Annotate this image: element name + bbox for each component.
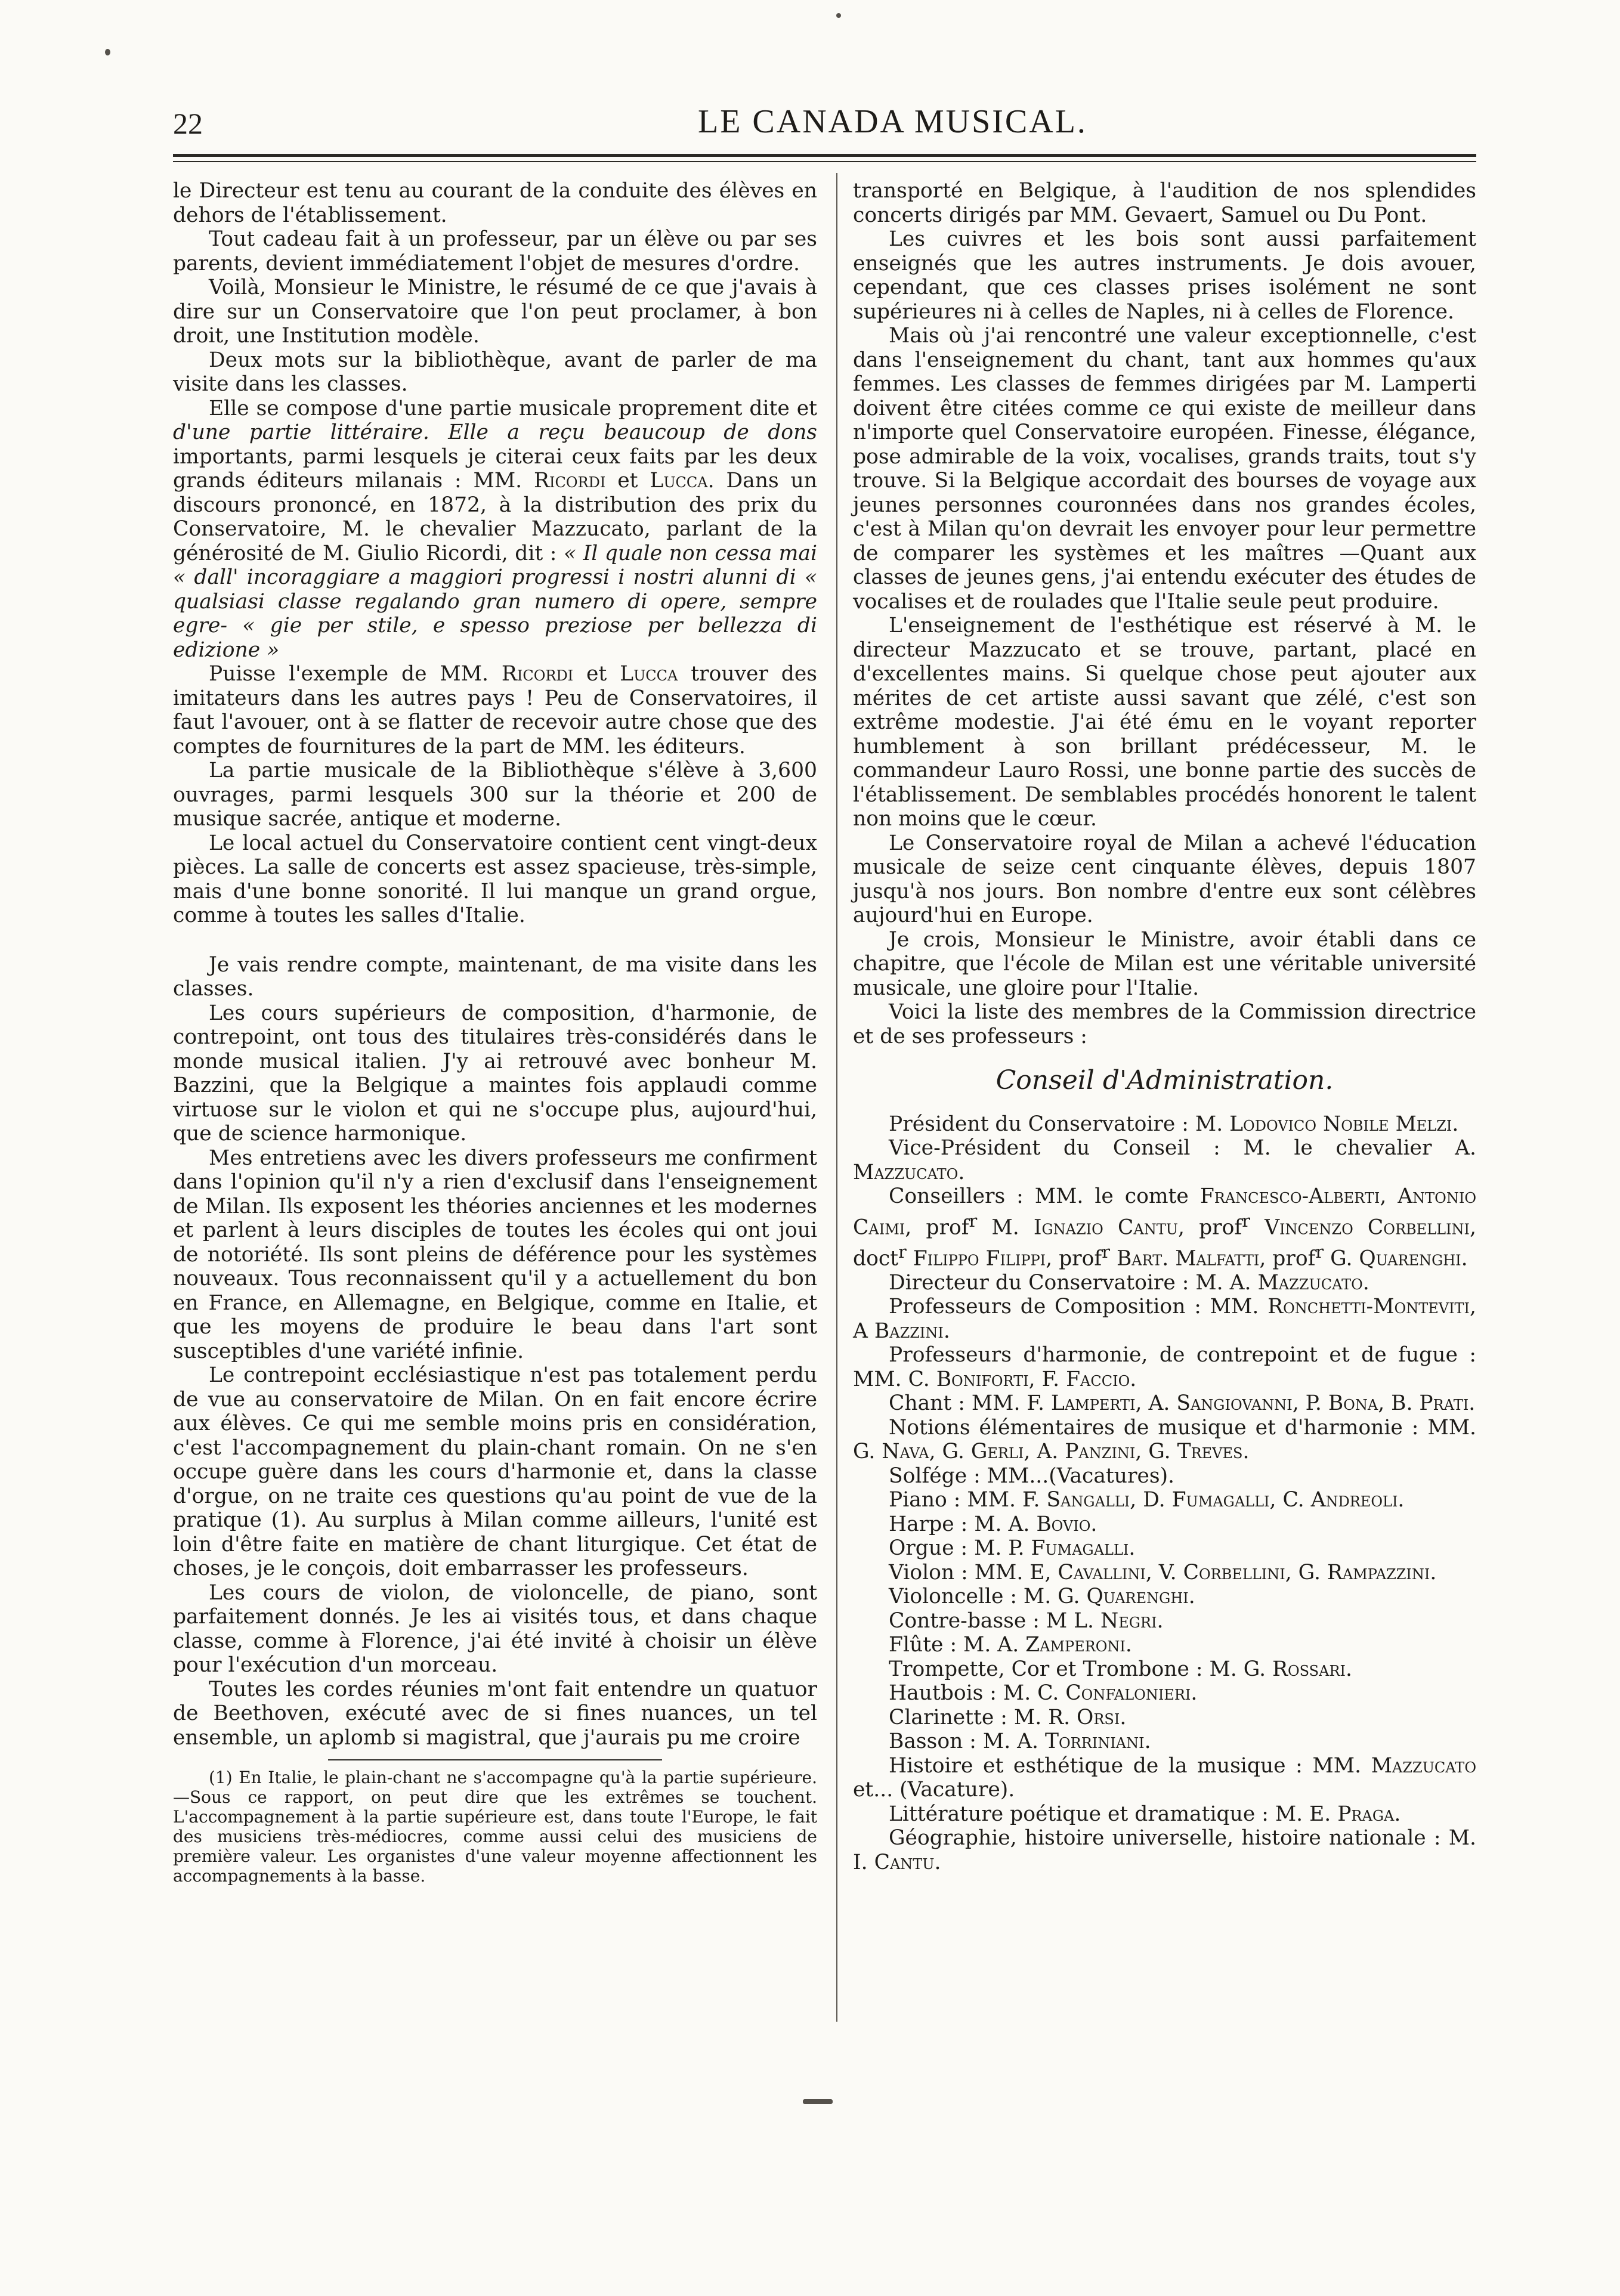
paragraph: Mais où j'ai rencontré une valeur exceptionnelle, c'est dans l'enseignement du chant, tant aux hommes qu'aux femmes. Les classes de femmes dirigées par M. Lamperti doivent être citées comme ce qui existe de meilleur dans n'importe quel Conservatoire européen. Finesse, élégance, pose admirable de la voix, vocalises, grands traits, tout s'y trouve. Si la Belgique accordait des bourses de voyage aux jeunes personnes couronnées dans nos grandes écoles, c'est à Milan qu'on devrait les envoyer pour leur permettre de comparer les systèmes et les maîtres —Quant aux classes de jeunes gens, j'ai entendu exécuter des études de vocalises et de roulades que l'Italie seule peut produire. [853,324,1476,614]
paragraph: Les cuivres et les bois sont aussi parfaitement enseignés que les autres instruments. Je dois avouer, cependant, que ces classes prises isolément ne sont supérieures ni à celles de Naples, ni à celles de Florence. [853,227,1476,324]
italic-text: « Il quale non cessa mai « dall' incoraggiare a maggiori progressi i nostri alunni di « qualsiasi classe regalando gran numero di opere, sempre egre- « gie per stile, e spesso preziose per bellezza di edizione » [173,541,818,662]
text-run: , D. [1130,1488,1172,1512]
text-run: . [1468,1391,1476,1415]
paragraph: Voilà, Monsieur le Ministre, le résumé de ce que j'avais à dire sur un Conservatoire que l'on peut proclamer, à bon droit, une Institution modèle. [173,276,817,348]
paragraph: Les cours supérieurs de composition, d'harmonie, de contrepoint, ont tous des titulaires très-considérés dans le monde musical italien. J'y ai retrouvé avec bonheur M. Bazzini, que la Belgique a maintes fois applaudi comme virtuose sur le violon et qui ne s'occupe plus, aujourd'hui, que de science harmonique. [173,1001,817,1146]
text-run: , B. [1378,1391,1420,1415]
text-run: Histoire et esthétique de la musique : MM. [889,1753,1371,1778]
text-run: . [1125,1633,1132,1657]
text-run: Violoncelle : M. G. [889,1585,1087,1608]
text-run: et... (Vacature). [853,1778,1015,1802]
text-run: Contre-basse : M L. [889,1608,1100,1633]
list-item [853,1657,1476,1682]
list-item [853,1609,1476,1633]
list-item [853,1343,1476,1391]
text-run: . [1461,1246,1468,1270]
text-run: . [1090,1512,1097,1536]
text-run: Piano : MM. F. [889,1488,1047,1512]
proper-name: Treves [1177,1440,1243,1463]
text-run: Puisse l'exemple de MM. [209,662,502,686]
list-item [853,1295,1476,1343]
text-run: Directeur du Conservatoire : M. A. [889,1270,1258,1295]
section-heading: Conseil d'Administration. [996,1065,1334,1096]
text-run: . [1130,1367,1137,1391]
list-item [853,1826,1476,1874]
proper-name: Nava [882,1440,929,1463]
list-item [853,1536,1476,1561]
text-run: Flûte : M. A. [889,1633,1026,1657]
list-item [853,1633,1476,1657]
text-run: importants, parmi lesquels je citerai ceux faits par les deux grands éditeurs milanais : MM. [173,444,817,493]
print-speck [105,49,110,55]
list-item [853,1561,1476,1585]
text-run: Hautbois : M. C. [889,1681,1066,1705]
header-rule [173,154,1476,157]
proper-name: Lucca [650,469,708,493]
paragraph: Le local actuel du Conservatoire contient cent vingt-deux pièces. La salle de concerts est assez spacieuse, très-simple, mais d'une bonne sonorité. Il lui manque un grand orgue, comme à toutes les salles d'Italie. [173,831,817,927]
proper-name: Prati [1419,1391,1469,1415]
list-item [853,1512,1476,1537]
proper-name: Francesco-Alberti, Antonio Caimi [853,1184,1476,1239]
list-item [853,1729,1476,1754]
footnote-rule [328,1759,662,1760]
text-run [1250,1215,1265,1239]
text-run: M. [977,1215,1034,1239]
text-run: . [958,1160,965,1184]
text-run: . [1144,1729,1151,1753]
proper-name: Praga [1337,1802,1395,1826]
proper-name: Torriniani [1044,1729,1145,1753]
text-run: trouver des imitateurs dans les autres pays ! Peu de Conservatoires, il faut l'avouer, ont à se flatter de recevoir autre chose que des comptes de fournitures de la part de MM. les éditeurs. [173,662,818,759]
text-run: . [1452,1112,1459,1136]
list-item [853,1706,1476,1730]
text-run: . [1129,1536,1136,1560]
text-run: et [573,662,620,686]
proper-name: Cantu [874,1850,935,1874]
list-item [853,1681,1476,1706]
text-run: . [1394,1802,1401,1826]
text-run: r [969,1210,978,1231]
proper-name: Sangiovanni [1176,1391,1293,1415]
text-run: . [1242,1440,1250,1463]
proper-name: Boniforti, F. Faccio [936,1367,1130,1391]
list-item [853,1488,1476,1512]
proper-name: Lodovico Nobile Melzi [1229,1112,1452,1136]
paragraph: Mes entretiens avec les divers professeurs me confirment dans l'opinion qu'il n'y a rien d'exclusif dans l'enseignement de Milan. Ils exposent les théories anciennes et les modernes et parlent à leurs disciples de toutes les écoles qui ont joui de notoriété. Ils sont pleins de déférence pour les systèmes nouveaux. Tous reconnaissent qu'il y a actuellement du bon en France, en Allemagne, en Belgique, comme en Italie, et que les moyens de produire le beau dans l'art sont susceptibles d'une variété infinie. [173,1146,817,1363]
text-run: . [1120,1705,1127,1729]
proper-name: Orsi [1077,1705,1120,1729]
text-run: Basson : M. A. [889,1729,1045,1753]
text-run: r [1242,1210,1250,1231]
print-speck [803,2099,833,2104]
paragraph: transporté en Belgique, à l'audition de nos splendides concerts dirigés par MM. Gevaert, Samuel ou Du Pont. [853,179,1476,227]
paragraph: La partie musicale de la Bibliothèque s'élève à 3,600 ouvrages, parmi lesquels 300 sur la théorie et 200 de musique sacrée, antique et moderne. [173,759,817,831]
text-run: , G. [929,1440,971,1463]
text-run: . [943,1319,950,1343]
right-column [853,179,1476,1874]
text-run: , P. [1292,1391,1328,1415]
text-run: , prof [1046,1246,1102,1270]
text-run: . [1346,1657,1352,1681]
column-divider [836,173,837,2022]
text-run: , G. [1285,1560,1327,1585]
text-run: Littérature poétique et dramatique : M. E. [889,1802,1338,1826]
text-run: , prof [1259,1246,1316,1270]
proper-name: Rampazzini [1327,1560,1430,1585]
print-speck [836,13,841,18]
list-item [853,1271,1476,1295]
proper-name: Gerli [970,1440,1024,1463]
text-run: Président du Conservatoire : M. [889,1112,1230,1136]
proper-name: Ricordi [534,469,606,493]
footnote [173,1768,817,1886]
text-run: Solfége : MM...(Vacatures). [889,1463,1175,1488]
page-number: 22 [173,107,203,140]
proper-name: Mazzucato [1371,1753,1476,1778]
list-item [853,1391,1476,1416]
text-run: Professeurs de Composition : MM. [889,1295,1268,1319]
proper-name: Cavallini [1058,1560,1146,1585]
proper-name: Vincenzo Corbellini [1265,1215,1470,1239]
paragraph: le Directeur est tenu au courant de la conduite des élèves en dehors de l'établissement. [173,179,817,227]
text-run: . [1398,1488,1405,1512]
header-rule-thin [173,161,1476,162]
list-item [853,1416,1476,1464]
text-run: , C. [1269,1488,1311,1512]
text-run: Chant : MM. F. [889,1391,1051,1415]
proper-name: Confalonieri [1065,1681,1191,1705]
list-item [853,1585,1476,1609]
text-run: . [1157,1608,1164,1633]
paragraph: Le Conservatoire royal de Milan a achevé l'éducation musicale de seize cent cinquante élèves, depuis 1807 jusqu'à nos jours. Bon nombre d'entre eux sont célèbres aujourd'hui en Europe. [853,831,1476,927]
proper-name: Negri [1100,1608,1157,1633]
text-run: , V. [1145,1560,1183,1585]
paragraph: L'enseignement de l'esthétique est réservé à M. le directeur Mazzucato et se trouve, partant, placé en d'excellentes mains. Si quelque chose peut ajouter aux mérites de cet artiste aussi savant que zélé, c'est son extrême modestie. J'ai été ému en le voyant reporter humblement à son brillant prédécesseur, M. le commandeur Lauro Rossi, une bonne partie des succès de l'établissement. De semblables procédés honorent le talent non moins que le cœur. [853,614,1476,831]
proper-name: Bona [1328,1391,1378,1415]
text-run: Harpe : M. A. [889,1512,1037,1536]
proper-name: Ignazio Cantu [1033,1215,1178,1239]
list-item [853,1464,1476,1489]
text-run: . Dans un discours prononcé, en 1872, à la distribution des prix du Conservatoire, M. le chevalier Mazzucato, parlant de la générosité de M. Giulio Ricordi, dit : [173,469,817,565]
paragraph [173,662,817,759]
proper-name: Lucca [620,662,678,686]
text-run: Vice-Président du Conseil : M. le chevalier A. [889,1136,1476,1160]
paragraph [173,397,817,663]
text-run: r [1315,1241,1324,1262]
proper-name: Fumagalli [1031,1536,1129,1560]
text-run: . [1191,1681,1198,1705]
proper-name: Mazzucato [1257,1270,1363,1295]
text-run: Notions élémentaires de musique et d'harmonie : MM. G. [853,1415,1476,1463]
proper-name: Ricordi [501,662,574,686]
text-run: Professeurs d'harmonie, de contrepoint et de fugue : MM. C. [853,1343,1476,1391]
text-run: et [605,469,650,493]
staff-list [853,1112,1476,1875]
paragraph: Deux mots sur la bibliothèque, avant de parler de ma visite dans les classes. [173,348,817,396]
running-title: LE CANADA MUSICAL. [698,103,1087,140]
text-run: . [1188,1585,1195,1608]
proper-name: Sangalli [1046,1488,1130,1512]
text-run: Orgue : M. P. [889,1536,1031,1560]
text-run: Trompette, Cor et Trombone : M. G. [889,1657,1273,1681]
footnote-text: (1) En Italie, le plain-chant ne s'accompagne qu'à la partie supérieure.—Sous ce rapport, on peut dire que les extrêmes se touchent. L'accompagnement à la partie supérieure est, dans toute l'Europe, le fait des musiciens très-médiocres, comme aussi celui des musiciens de première valeur. Les organistes d'une valeur moyenne affectionnent les accompagnements à la basse. [173,1768,817,1886]
text-run: , A. [1135,1391,1177,1415]
proper-name: Andreoli [1310,1488,1398,1512]
paragraph: Tout cadeau fait à un professeur, par un élève ou par ses parents, devient immédiatement l'objet de mesures d'ordre. [173,227,817,276]
left-column [173,179,817,1886]
text-run [1110,1246,1117,1270]
proper-name: Fumagalli [1171,1488,1270,1512]
text-run: . [1430,1560,1437,1585]
list-item [853,1136,1476,1184]
text-run: , prof [1177,1215,1242,1239]
text-run [907,1246,913,1270]
proper-name: Filippo Filippi [913,1246,1046,1270]
text-run: , prof [905,1215,969,1239]
proper-name: Bart. Malfatti [1116,1246,1260,1270]
text-run: r [898,1241,907,1262]
text-run: Violon : MM. E, [889,1560,1058,1585]
proper-name: Lamperti [1050,1391,1136,1415]
italic-text: d'une partie littéraire. Elle a reçu beaucoup de dons [173,420,817,444]
paragraph: Les cours de violon, de violoncelle, de piano, sont parfaitement donnés. Je les ai visités tous, et dans chaque classe, comme à Florence, j'ai été invité à choisir un élève pour l'exécution d'un morceau. [173,1580,817,1677]
text-run: . [1362,1270,1369,1295]
proper-name: Corbellini [1183,1560,1285,1585]
proper-name: Panzini [1065,1440,1136,1463]
list-item [853,1112,1476,1137]
proper-name: Mazzucato [853,1160,959,1184]
list-item [853,1184,1476,1271]
text-run: Clarinette : M. R. [889,1705,1077,1729]
text-run: , G. [1135,1440,1177,1463]
text-run: , A. [1024,1440,1065,1463]
text-run: Elle se compose d'une partie musicale proprement dite et [209,396,817,420]
proper-name: Ronchetti-Monteviti, A Bazzini [853,1295,1476,1343]
paragraph: Voici la liste des membres de la Commission directrice et de ses professeurs : [853,1000,1476,1048]
text-run: Conseillers : MM. le comte [889,1184,1200,1208]
list-item [853,1754,1476,1802]
proper-name: Zamperoni [1025,1633,1126,1657]
text-run: G. [1324,1246,1359,1270]
text-run: , doct [853,1215,1477,1270]
text-run: Géographie, histoire universelle, histoire nationale : M. I. [853,1826,1476,1874]
text-run: r [1102,1241,1110,1262]
paragraph: Toutes les cordes réunies m'ont fait entendre un quatuor de Beethoven, exécuté avec de si fines nuances, un tel ensemble, un aplomb si magistral, que j'aurais pu me croire [173,1677,817,1750]
paragraph: Je crois, Monsieur le Ministre, avoir établi dans ce chapitre, que l'école de Milan est une véritable université musicale, une gloire pour l'Italie. [853,927,1476,1000]
list-item [853,1802,1476,1827]
proper-name: Rossari [1272,1657,1346,1681]
paragraph: Je vais rendre compte, maintenant, de ma visite dans les classes. [173,952,817,1001]
paragraph: Le contrepoint ecclésiastique n'est pas totalement perdu de vue au conservatoire de Milan. On en fait encore écrire aux élèves. Ce qui me semble moins pris en considération, c'est l'accompagnement du plain-chant romain. On ne s'en occupe guère dans les cours d'harmonie et, dans la classe d'orgue, on ne traite ces questions qu'au point de vue de la pratique (1). Au surplus à Milan comme ailleurs, l'unité est loin d'être faite en matière de chant liturgique. Cet état de choses, je le conçois, doit embarrasser les professeurs. [173,1363,817,1580]
proper-name: Bovio [1036,1512,1091,1536]
proper-name: Quarenghi [1086,1585,1189,1608]
proper-name: Quarenghi [1359,1246,1461,1270]
text-run: . [934,1850,941,1874]
